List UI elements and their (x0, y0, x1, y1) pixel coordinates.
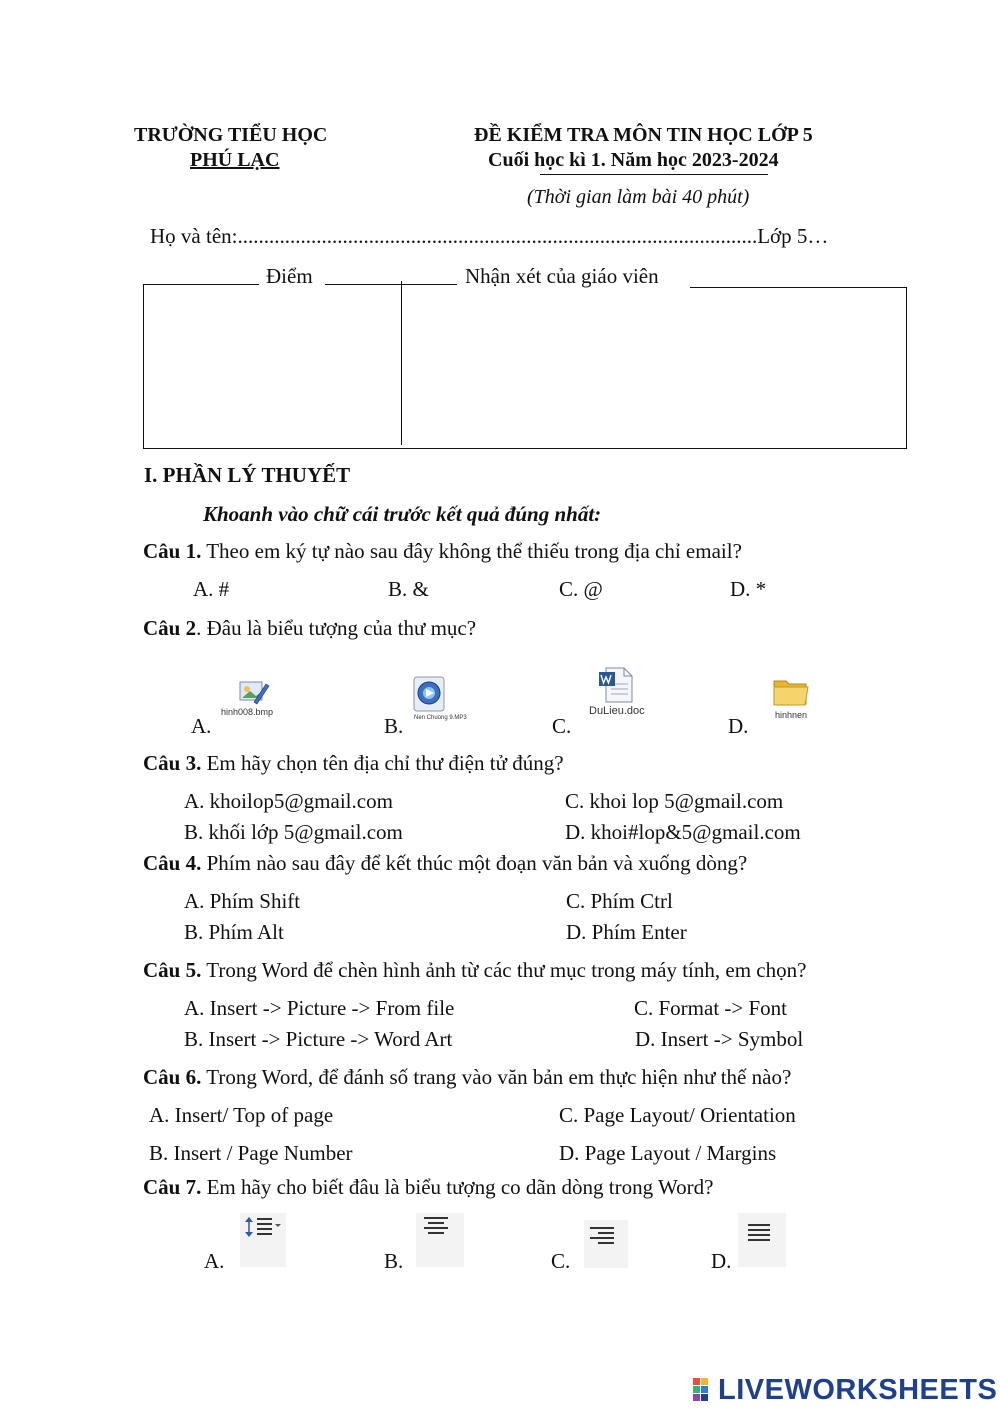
section-title: I. PHẦN LÝ THUYẾT (144, 463, 351, 487)
q1-option-b[interactable]: B. & (388, 577, 429, 601)
question-2: Câu 2. Đâu là biểu tượng của thư mục? (143, 616, 477, 640)
align-center-icon (416, 1213, 464, 1267)
question-7: Câu 7. Em hãy cho biết đâu là biểu tượng co dãn dòng trong Word? (143, 1175, 714, 1199)
question-6: Câu 6. Trong Word, để đánh số trang vào văn bản em thực hiện như thế nào? (143, 1065, 792, 1089)
q4-option-d[interactable]: D. Phím Enter (566, 920, 687, 944)
q2-caption-c: DuLieu.doc (589, 705, 645, 717)
q7-option-d[interactable]: D. (711, 1249, 732, 1273)
question-1: Câu 1. Theo em ký tự nào sau đây không thể thiếu trong địa chỉ email? (143, 539, 742, 563)
q2-option-d[interactable]: D. (728, 714, 749, 738)
q1-option-a[interactable]: A. # (193, 577, 230, 601)
q2-option-b[interactable]: B. (384, 714, 404, 738)
question-4: Câu 4. Phím nào sau đây để kết thúc một đoạn văn bản và xuống dòng? (143, 851, 748, 875)
q7-option-a[interactable]: A. (204, 1249, 225, 1273)
q2-caption-b: Nen Chuong 9.MP3 (414, 715, 467, 721)
q2-caption-a: hinh008.bmp (221, 707, 274, 717)
q7-option-c[interactable]: C. (551, 1249, 571, 1273)
score-label: Điểm (266, 264, 313, 288)
exam-title: ĐỀ KIỂM TRA MÔN TIN HỌC LỚP 5 (474, 124, 813, 146)
q6-option-c[interactable]: C. Page Layout/ Orientation (559, 1103, 796, 1127)
q2-caption-d: hinhnen (775, 710, 808, 720)
q7-option-b[interactable]: B. (384, 1249, 404, 1273)
exam-time: (Thời gian làm bài 40 phút) (527, 186, 750, 208)
q1-option-d[interactable]: D. * (730, 577, 767, 601)
q6-option-b[interactable]: B. Insert / Page Number (149, 1141, 353, 1165)
q2-option-a[interactable]: A. (191, 714, 212, 738)
exam-subtitle: Cuối học kì 1. Năm học 2023-2024 (488, 149, 779, 171)
q1-option-c[interactable]: C. @ (559, 577, 603, 601)
align-right-icon (584, 1220, 628, 1268)
q4-option-a[interactable]: A. Phím Shift (184, 889, 301, 913)
justify-icon (738, 1213, 786, 1267)
question-5: Câu 5. Trong Word để chèn hình ảnh từ các thư mục trong máy tính, em chọn? (143, 958, 807, 982)
q3-option-c[interactable]: C. khoi lop 5@gmail.com (565, 789, 784, 813)
student-name-line: Họ và tên:...................................................................................................Lớp 5… (150, 224, 829, 248)
paint-image-file-icon (236, 678, 272, 706)
media-audio-file-icon (412, 675, 446, 713)
q6-option-d[interactable]: D. Page Layout / Margins (559, 1141, 777, 1165)
q3-option-b[interactable]: B. khối lớp 5@gmail.com (184, 820, 403, 844)
q5-option-d[interactable]: D. Insert -> Symbol (635, 1027, 804, 1051)
liveworksheets-logo-icon (693, 1378, 717, 1402)
q3-option-a[interactable]: A. khoilop5@gmail.com (184, 789, 393, 813)
teacher-comment-label: Nhận xét của giáo viên (465, 264, 659, 288)
word-document-file-icon (598, 666, 636, 704)
instruction: Khoanh vào chữ cái trước kết quả đúng nhất: (203, 502, 602, 526)
q3-option-d[interactable]: D. khoi#lop&5@gmail.com (565, 820, 801, 844)
line-spacing-icon (240, 1213, 286, 1267)
school-name: TRƯỜNG TIỂU HỌC (134, 124, 328, 146)
q5-option-c[interactable]: C. Format -> Font (634, 996, 788, 1020)
school-name-line2: PHÚ LẠC (190, 149, 280, 171)
q5-option-b[interactable]: B. Insert -> Picture -> Word Art (184, 1027, 453, 1051)
q4-option-b[interactable]: B. Phím Alt (184, 920, 284, 944)
brand-logo: LIVEWORKSHEETS (718, 1374, 998, 1406)
q4-option-c[interactable]: C. Phím Ctrl (566, 889, 673, 913)
q2-option-c[interactable]: C. (552, 714, 572, 738)
folder-icon (771, 674, 811, 708)
question-3: Câu 3. Em hãy chọn tên địa chỉ thư điện tử đúng? (143, 751, 564, 775)
q5-option-a[interactable]: A. Insert -> Picture -> From file (184, 996, 455, 1020)
q6-option-a[interactable]: A. Insert/ Top of page (149, 1103, 334, 1127)
